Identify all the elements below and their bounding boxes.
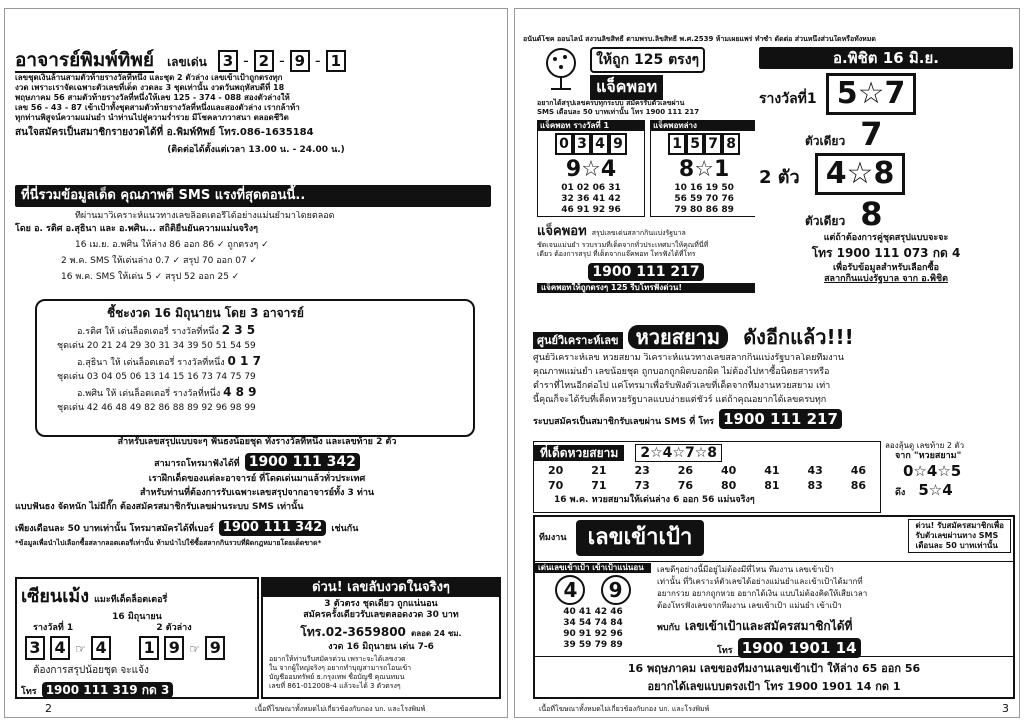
siam-side-row (885, 480, 1013, 499)
pichit-title: อ.พิชิต 16 มิ.ย. (759, 47, 1013, 69)
header-line: พฤษภาคม 56 สามตัวท้ายรางวัลที่หนึ่งให้เลข 125 - 374 - 088 สองตัวล่างให้ (15, 93, 290, 102)
header-paragraph (15, 73, 497, 123)
pichit-prize1-value: 5☆7 (826, 73, 917, 115)
pichit-single1-label: ตัวเดียว (805, 134, 846, 148)
forecast-head: อ.สุธินา ให้ เด่นล็อตเตอรี่ รางวัลที่หนึ่ง (77, 358, 225, 368)
forecast-key: 0 1 7 (227, 354, 261, 368)
siam-line: นี้คุณก็จะได้รับที่เด็ดหวยรัฐบาลแบบง่ายแต่ชัวร์ แต่ถ้าคุณอยากได้เลขครบทุก (533, 395, 827, 405)
target-phone-label: โทร (717, 646, 733, 656)
target-phone: 1900 1901 14 (738, 638, 861, 658)
jackpot-tag: อยากได้สรุปเลขครบทุกระบบ สมัครรับตัวเลขผ่าน (537, 99, 685, 107)
target-key: 4 (555, 575, 585, 605)
target-footer-line: 16 พฤษภาคม เลขของทีมงานเลขเข้าเป้า ให้ล่าง 65 ออก 56 (627, 662, 921, 675)
target-urgent-line: เดือนละ 50 บาทเท่านั้น (915, 541, 998, 550)
siam-sms-row (533, 409, 1015, 429)
siam-result: 16 พ.ค. หวยสยามให้เด่นล่าง 6 ออก 56 แม่นจริงๆ (554, 495, 755, 505)
target-grid-cell: 79 (594, 640, 608, 650)
forecast-set: ชุดเด่น 20 21 24 29 30 31 34 39 50 51 54 59 (57, 341, 256, 351)
jackpot-digit: 0 (555, 133, 573, 155)
left-page-number: 2 (45, 702, 52, 715)
pointing-hand-icon: ☞ (75, 642, 86, 656)
jackpot-grid-row: 46 91 92 96 (561, 205, 621, 215)
sms-result: 16 พ.ค. SMS ให้เด่น 5 ✓ สรุป 52 ออก 25 ✓ (61, 272, 240, 282)
pointing-hand-icon: ☞ (189, 642, 201, 656)
chien-digits (17, 634, 257, 662)
target-urgent (908, 519, 1011, 553)
target-key-row (535, 575, 651, 605)
lead-digit: 3 (218, 50, 238, 72)
jackpot-grid-row: 56 59 70 76 (674, 194, 734, 204)
jackpot-digit: 7 (704, 133, 722, 155)
pichit-note: เพื่อรับข้อมูลสำหรับเลือกซื้อ (833, 263, 939, 273)
pichit-single1-row (759, 115, 1013, 153)
siam-banner-label: ศูนย์วิเคราะห์เลข (533, 332, 623, 349)
siam-banner-tail: ดังอีกแล้ว!!! (743, 325, 854, 349)
promo-label: สามารถโทรมาฟังได้ที่ (154, 459, 240, 469)
tree-icon (537, 47, 585, 91)
target-grid-cell: 96 (610, 629, 623, 639)
target-urgent-line: รับตัวเลขผ่านทาง SMS (915, 531, 999, 540)
right-page-number: 3 (1002, 702, 1009, 715)
siam-grid-cell: 86 (850, 479, 867, 492)
urgent-fine: อยากให้ท่านรีบสมัครด่วน เพราะจะได้เลขงวด (269, 655, 406, 663)
forecast-set: ชุดเด่น 42 46 48 49 82 86 88 89 92 96 98 99 (57, 403, 256, 413)
target-grid-cell: 84 (610, 618, 623, 628)
pichit-prize1-label: รางวัลที่1 (759, 91, 817, 107)
jackpot-badge: ให้ถูก 125 ตรงๆ (590, 47, 705, 73)
chien-digit: 9 (205, 636, 225, 660)
forecast-item (37, 356, 473, 369)
promo-phone: 1900 111 342 (245, 453, 360, 471)
left-footer: เนื้อที่โฆษณาทั้งหมดไม่เกี่ยวข้องกับกอง บก. และโรงพิมพ์ (255, 705, 426, 713)
jackpot-digit: 8 (722, 133, 740, 155)
siam-side-line: จาก "หวยสยาม" (895, 451, 962, 461)
target-text: อยากรวย อยากถูกหวย อยากได้เงิน แบบไม่ต้องคิดให้เสียเวลา (657, 589, 868, 598)
sms-section (15, 211, 497, 297)
target-text: เท่านั้น ที่วิเคราะห์ตัวเลขได้อย่างแม่นยำและเข้าเป้าได้มากที่ (657, 577, 863, 586)
target-grid-row (535, 640, 651, 651)
lead-digit: 9 (290, 50, 310, 72)
subscribe-line: สนใจสมัครเป็นสมาชิกรายงวดได้ที่ อ.พิมพ์ทิพย์ โทร.086-1635184 (15, 127, 314, 138)
promo-line: แบบฟันธง จัดหนัก ไม่มีกั๊ก ต้องสมัครสมาชิกรับเลขผ่านระบบ SMS เท่านั้น (15, 502, 304, 512)
promo-phone-row (15, 451, 499, 471)
siam-grid-cell: 41 (764, 464, 780, 477)
chien-label-top: รางวัลที่ 1 (33, 623, 74, 633)
sms-banner-text: ที่นี่รวมข้อมูลเด็ด คุณภาพดี SMS แรงที่สุดตอนนี้.. (21, 188, 306, 203)
target-key: 9 (601, 575, 631, 605)
target-phone-row (657, 638, 1009, 658)
jackpot-footer: แจ็คพอทให้ถูกตรงๆ 125 รีบโทรฟังด่วน! (537, 283, 755, 293)
lead-digit: 2 (254, 50, 274, 72)
right-footer: เนื้อที่โฆษณาทั้งหมดไม่เกี่ยวข้องกับกอง บก. และโรงพิมพ์ (539, 705, 710, 713)
jackpot-desc: สรุปเลขเด่นสลากกินแบ่งรัฐบาล (591, 229, 686, 237)
siam-grid-cell: 83 (807, 479, 823, 492)
urgent-line: งวด 16 มิถุนายน เด่น 7-6 (328, 642, 434, 652)
pichit-prize1-row (759, 73, 1013, 115)
chien-box (15, 577, 259, 699)
urgent-phone-row (263, 621, 499, 642)
pichit-single2-value: 8 (860, 195, 883, 233)
target-grid-cell: 92 (594, 629, 608, 639)
siam-grid-cell: 73 (634, 479, 650, 492)
jackpot-phone: 1900 111 217 (588, 263, 703, 281)
jackpot-digit: 5 (686, 133, 704, 155)
target-sub: เด่นเลขเข้าเป้า เข้าเป้าแน่นอน (535, 563, 651, 573)
jackpot-desc: ชัดเจนแม่นยำ รวบรวมที่เด็ดจากทั่วประเทศมาให้คุณที่นี่ที่ (537, 241, 709, 249)
jackpot-section (537, 47, 755, 319)
urgent-fine: เลขที่ 861-012008-4 แล้วจะได้ 3 ตัวตรงๆ (269, 682, 401, 690)
siam-grid-row (534, 463, 880, 478)
chien-digit: 9 (164, 636, 184, 660)
header-line: เลขชุดเงินล้านสามตัวท้ายรางวัลที่หนึ่ง และชุด 2 ตัวล่าง เลขเข้าเป้าถูกตรงทุก (15, 73, 283, 82)
jackpot-grid-row: 01 02 06 31 (561, 183, 621, 193)
siam-grid-cell: 46 (850, 464, 867, 477)
pichit-note-phone: โทร 1900 111 073 กด 4 (811, 246, 961, 260)
siam-grid-cell: 76 (677, 479, 694, 492)
forecast-box (35, 299, 475, 437)
jackpot-pair: 8☆1 (678, 157, 730, 182)
siam-phone: 1900 111 217 (719, 409, 842, 429)
forecast-title: ชี้ชะงวด 16 มิถุนายน โดย 3 อาจารย์ (107, 306, 304, 320)
contact-hours: (ติดต่อได้ตั้งแต่เวลา 13.00 น. - 24.00 น.) (167, 145, 345, 155)
jackpot-col-title: แจ็คพอท รางวัลที่ 1 (538, 121, 644, 131)
siam-table-title: ที่เด็ดหวยสยาม (534, 445, 624, 461)
right-page (514, 8, 1020, 718)
forecast-item (37, 387, 473, 400)
siam-grid-cell: 71 (591, 479, 607, 492)
forecast-set: ชุดเด่น 03 04 05 06 13 14 15 16 73 74 75 79 (57, 372, 256, 382)
chien-summary: ต้องการสรุปน้อยชุด จะแจ้ง (33, 665, 149, 676)
chien-label-bottom: 2 ตัวล่าง (156, 623, 192, 633)
siam-grid-cell: 70 (547, 479, 564, 492)
promo-line: สำหรับเลขสรุปแบบจะๆ ฟันธงน้อยชุด ทั้งรางวัลที่หนึ่ง และเลขท้าย 2 ตัว (117, 437, 397, 447)
jackpot-grid-row: 79 80 86 89 (674, 205, 734, 215)
header-line: ทุกท่านพิสูจน์ความแม่นยำ นำท่านไปสู่ความร่ำรวย มีโชคลาภวาสนา ตลอดชีวิต (15, 113, 289, 122)
target-right (657, 565, 1009, 658)
lead-digit: 1 (326, 50, 346, 72)
target-cta-prefix: พบกับ (657, 623, 680, 633)
promo-line: เราฝึกเด็ดของแต่ละอาจารย์ ที่โดดเด่นมาแล้วทั่วประเทศ (148, 474, 366, 484)
chien-phone-row (17, 679, 257, 698)
forecast-item (37, 325, 473, 338)
jackpot-sms: SMS เดือนละ 50 บาทเท่านั้น โทร 1900 111 217 (537, 108, 700, 116)
target-brand: เลขเข้าเป้า (576, 520, 705, 556)
urgent-line: สมัครครั้งเดียวรับเลขตลอดงวด 30 บาท (303, 610, 459, 620)
sms-result: 16 เม.ย. อ.พศิน ให้ล่าง 86 ออก 86 ✓ ถูกตรงๆ ✓ (75, 240, 269, 250)
jackpot-brand: แจ็คพอท (590, 75, 663, 100)
siam-side-combo-2: 5☆4 (918, 481, 953, 499)
promo-phone: 1900 111 342 (219, 520, 327, 536)
jackpot-digits (538, 133, 644, 155)
siam-grid-cell: 40 (720, 464, 737, 477)
chien-subtitle: แมะทีเด็ดล็อตเตอรี่ (94, 595, 168, 605)
jackpot-pair: 9☆4 (565, 157, 617, 182)
chien-title: เซียนเม้ง (21, 586, 90, 607)
siam-paragraph (533, 353, 1015, 437)
target-grid-row (535, 618, 651, 629)
target-grid-cell: 91 (578, 629, 592, 639)
pichit-two-value: 4☆8 (815, 153, 906, 195)
promo-label: เพียงเดือนละ 50 บาทเท่านั้น โทรมาสมัครได้ที่เบอร์ (15, 524, 214, 534)
target-text: เลขดีๆอย่างนี้มีอยู่ไม่ต้องมีที่ไหน ทีมงาน เลขเข้าเป้า (657, 565, 834, 574)
target-footer (535, 656, 1013, 697)
jackpot-col-1 (537, 120, 645, 217)
target-text: ต้องโทรฟังเลขจากทีมงาน เลขเข้าเป้า แม่นยำ เข้าเป้า (657, 601, 842, 610)
urgent-fine: ใน จากผู้ใหญ่จริงๆ อยากทำบุญสามารถโอนเข้า (269, 664, 412, 672)
siam-banner (533, 321, 1013, 349)
target-grid-cell: 90 (563, 629, 576, 639)
urgent-phone: โทร.02-3659800 (300, 625, 406, 639)
siam-line: คุณภาพแม่นยำ เลขน้อยชุด ถูกบอกถูกผิดบอกผิด ไม่ต้องไปหาซื้อนิตยสารหรือ (533, 367, 830, 377)
jackpot-col-2 (650, 120, 755, 217)
sms-banner (15, 185, 491, 207)
jackpot-brand-small: แจ็คพอท (537, 224, 587, 239)
target-urgent-line: ด่วน! รับสมัครสมาชิกเพื่อ (915, 521, 1004, 530)
forecast-head: อ.รติศ ให้ เด่นล็อตเตอรี่ รางวัลที่หนึ่ง (77, 327, 219, 337)
chien-digit: 1 (139, 636, 159, 660)
target-grid-cell: 41 (578, 607, 592, 617)
target-grid-cell: 89 (610, 640, 623, 650)
urgent-banner: ด่วน! เลขลับงวดในจริงๆ (263, 579, 499, 597)
target-grid-cell: 42 (594, 607, 608, 617)
jackpot-grid-row: 10 16 19 50 (674, 183, 734, 193)
jackpot-digits (651, 133, 755, 155)
siam-grid-cell: 23 (634, 464, 650, 477)
siam-sms-line: ระบบสมัครเป็นสมาชิกรับเลขผ่าน SMS ที่ โทร (533, 417, 714, 427)
target-cta-row (657, 615, 1009, 636)
header-title: อาจารย์พิมพ์ทิพย์ (15, 49, 154, 71)
pichit-single2-row (759, 195, 1013, 233)
target-grid-cell: 34 (563, 618, 576, 628)
sms-intro-1: ที่ผ่านมาวิเคราะห์แนวทางเลขล็อตเตอรี่ได้อย่างแม่นยำมาโดยตลอด (75, 211, 335, 221)
header-line: เลข 56 - 43 - 87 เข้าเป้าทั้งชุดสามตัวท้ายรางวัลที่หนึ่งและสองตัวล่าง เรากล้าท้า (15, 103, 300, 112)
target-grid-cell: 39 (563, 640, 576, 650)
promo-tail: เช่นกัน (331, 524, 359, 534)
siam-table (533, 441, 881, 513)
siam-side-line: ลองลุ้นดู เลขท้าย 2 ตัว (885, 441, 965, 450)
chien-digit: 3 (25, 636, 45, 660)
jackpot-desc: เดียว ต้องการสรุป ที่เด็ดจากแจ๊คพอท โทรฟังได้ที่โทร (537, 250, 696, 258)
promo-section (15, 437, 499, 575)
left-page (4, 8, 508, 718)
target-grid-row (535, 629, 651, 640)
siam-grid-cell: 21 (591, 464, 607, 477)
siam-side-combo: 0☆4☆5 (903, 462, 962, 480)
siam-grid-row (534, 478, 880, 493)
jackpot-col-title: แจ็คพอทล่าง (651, 121, 755, 131)
header-line: งวด เพราะเราจัดเฉพาะตัวเลขที่เด็ด งวดละ 3 ชุดเท่านั้น งวดวันพฤหัสบดีที่ 18 (15, 83, 285, 92)
target-left (535, 563, 651, 651)
chien-digit: 4 (91, 636, 111, 660)
target-grid-row (535, 607, 651, 618)
jackpot-phone-row (537, 261, 755, 281)
jackpot-digit: 4 (591, 133, 609, 155)
urgent-line: 3 ตัวตรง ชุดเดียว ถูกแน่นอน (324, 599, 438, 609)
jackpot-digit: 1 (668, 133, 686, 155)
forecast-key: 2 3 5 (221, 323, 256, 337)
pichit-single2-label: ตัวเดียว (805, 214, 846, 228)
siam-grid-cell: 81 (764, 479, 780, 492)
siam-grid-cell: 43 (807, 464, 823, 477)
jackpot-digit: 3 (573, 133, 591, 155)
target-grid-cell: 59 (578, 640, 592, 650)
target-grid-cell: 54 (578, 618, 592, 628)
siam-line: ตำราที่ไหนอีกต่อไป แค่โทรมาเพื่อรับฟังตัวเลขที่เด็ดจากทีมงานหวยสยาม เท่า (533, 381, 831, 391)
chien-labels (17, 623, 257, 634)
target-cta: เลขเข้าเป้าและสมัครสมาชิกได้ที่ (684, 619, 853, 633)
siam-banner-brand: หวยสยาม (628, 325, 728, 349)
pichit-single1-value: 7 (860, 115, 883, 153)
pichit-section (759, 47, 1013, 319)
chien-digit: 4 (50, 636, 70, 660)
siam-table-combo: 2☆4☆7☆8 (635, 444, 722, 462)
siam-grid (534, 463, 880, 493)
urgent-fine: บัญชีออมทรัพย์ ธ.กรุงเทพ ชื่อบัญชี คุณนทมน (269, 673, 405, 681)
target-footer-line: อยากได้เลขแบบตรงเป้า โทร 1900 1901 14 กด 1 (647, 680, 901, 693)
siam-line: ศูนย์วิเคราะห์เลข หวยสยาม วิเคราะห์แนวทางเลขสลากกินแบ่งรัฐบาลโดยทีมงาน (533, 353, 844, 363)
siam-side (885, 441, 1013, 511)
promo-line: สำหรับท่านที่ต้องการรับเฉพาะเลขสรุปจากอาจารย์ทั้ง 3 ท่าน (139, 488, 375, 498)
target-grid-cell: 74 (594, 618, 608, 628)
target-grid-cell: 40 (563, 607, 576, 617)
siam-grid-cell: 20 (547, 464, 564, 477)
forecast-key: 4 8 9 (223, 385, 257, 399)
jackpot-grid-row: 32 36 41 42 (561, 194, 621, 204)
target-section (533, 515, 1015, 699)
target-team: ทีมงาน (539, 533, 567, 543)
lead-digits: 3 - 2 - 9 - 1 (218, 51, 346, 70)
forecast-head: อ.พศิน ให้ เด่นล็อตเตอรี่ รางวัลที่หนึ่ง (77, 389, 221, 399)
sms-intro-2: โดย อ. รติศ อ.สุธินา และ อ.พศิน... สถิติยืนยันความแม่นจริงๆ (15, 224, 258, 234)
promo-note: *ข้อมูลเพื่อนำไปเลือกซื้อสลากลอตเตอรี่เท่านั้น ห้ามนำไปใช้ซื้อสลากกินรวบที่ผิดกฎหมายโดยเด็ดขาด* (15, 539, 322, 547)
promo-phone-row-2 (15, 516, 499, 536)
chien-phone: 1900 111 319 กด 3 (42, 682, 174, 698)
urgent-box (261, 577, 501, 699)
siam-side-label: ดึง (895, 488, 906, 498)
pichit-two-label: 2 ตัว (759, 167, 800, 188)
urgent-phone-tail: ตลอด 24 ชม. (411, 629, 462, 638)
jackpot-desc-row (537, 220, 755, 241)
pichit-note: แต่ถ้าต้องการคู่ชุดสรุปแบบจะจะ (823, 233, 949, 243)
header-section (15, 45, 497, 183)
jackpot-digit: 9 (609, 133, 627, 155)
jackpot-columns (537, 120, 755, 217)
pichit-note: สลากกินแบ่งรัฐบาล จาก อ.พิชิต (824, 274, 948, 284)
pichit-two-row (759, 153, 1013, 195)
siam-grid-cell: 26 (677, 464, 694, 477)
siam-grid-cell: 80 (720, 479, 737, 492)
target-header (535, 517, 1013, 562)
sms-result: 2 พ.ค. SMS ให้เด่นล่าง 0.7 ✓ สรุป 70 ออก 07 ✓ (61, 256, 258, 266)
chien-date: 16 มิถุนายน (112, 612, 162, 622)
lead-label: เลขเด่น (167, 55, 207, 69)
copyright-note: อนันต์โชค ออนไลน์ สงวนลิขสิทธิ์ ตามพรบ.ลิขสิทธิ์ พ.ศ.2539 ห้ามเผยแพร่ ทำซ้ำ ดัดต่อ ส่วนหนึ่งส่วนใดหรือทั้งหมด (523, 35, 876, 43)
target-grid-cell: 46 (610, 607, 623, 617)
chien-phone-label: โทร (21, 687, 37, 697)
